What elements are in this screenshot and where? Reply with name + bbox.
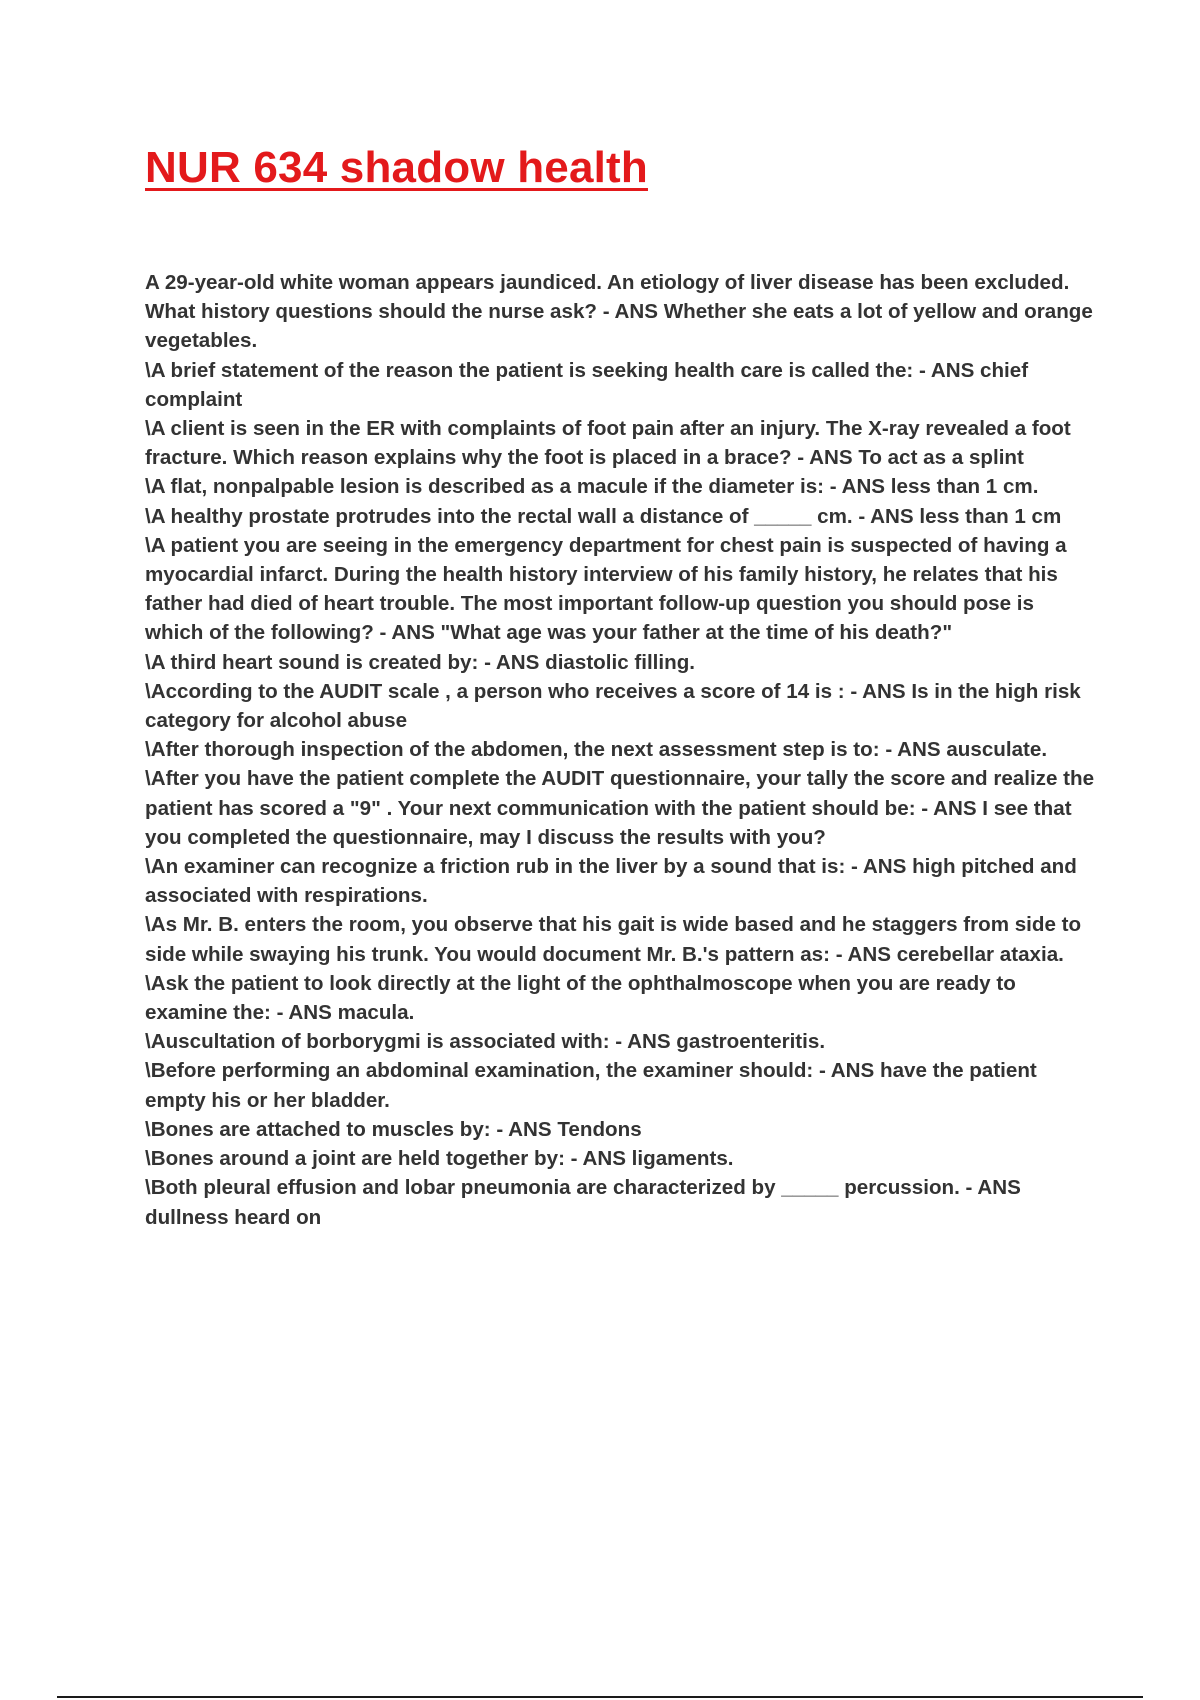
qa-item: \Before performing an abdominal examination, the examiner should: - ANS have the patient empty his or her bladder. (145, 1059, 1037, 1112)
document-title: NUR 634 shadow health (145, 143, 648, 192)
qa-item: \A healthy prostate protrudes into the rectal wall a distance of _____ cm. - ANS less than 1 cm (145, 504, 1062, 528)
page-bottom-rule (57, 1696, 1143, 1698)
qa-item: \A patient you are seeing in the emergency department for chest pain is suspected of having a myocardial infarct. During the health history interview of his family history, he relates that his father had died of heart trouble. The most important follow-up question you should pose is which of the following? - ANS "What age was your father at the time of his death?" (145, 533, 1067, 645)
qa-item: \According to the AUDIT scale , a person who receives a score of 14 is : - ANS Is in the high risk category for alcohol abuse (145, 679, 1081, 733)
qa-item: A 29-year-old white woman appears jaundiced. An etiology of liver disease has been excluded. What history questions should the nurse ask? - ANS Whether she eats a lot of yellow and orange vegetables. (145, 271, 1093, 353)
qa-item: \A flat, nonpalpable lesion is described as a macule if the diameter is: - ANS less than 1 cm. (145, 475, 1039, 499)
qa-item: \Ask the patient to look directly at the light of the ophthalmoscope when you are ready to examine the: - ANS macula. (145, 971, 1016, 1025)
qa-list (145, 268, 1095, 1232)
qa-item: \An examiner can recognize a friction rub in the liver by a sound that is: - ANS high pitched and associated with respirations. (145, 855, 1077, 908)
qa-item: \Auscultation of borborygmi is associated with: - ANS gastroenteritis. (145, 1030, 826, 1054)
qa-item: \Both pleural effusion and lobar pneumonia are characterized by _____ percussion. - ANS dullness heard on (145, 1176, 1021, 1229)
qa-item: \A brief statement of the reason the patient is seeking health care is called the: - ANS chief complaint (145, 358, 1029, 411)
qa-item: \After thorough inspection of the abdomen, the next assessment step is to: - ANS ausculate. (145, 738, 1048, 762)
qa-item: \Bones are attached to muscles by: - ANS Tendons (145, 1117, 642, 1141)
qa-item: \A third heart sound is created by: - ANS diastolic filling. (145, 650, 695, 674)
qa-item: \Bones around a joint are held together by: - ANS ligaments. (145, 1147, 734, 1171)
qa-item: \After you have the patient complete the AUDIT questionnaire, your tally the score and realize the patient has scored a "9" . Your next communication with the patient should be: - ANS I see that you completed the questionnaire, may I discuss the results with you? (145, 767, 1095, 849)
qa-item: \As Mr. B. enters the room, you observe that his gait is wide based and he staggers from side to side while swaying his trunk. You would document Mr. B.'s pattern as: - ANS cerebellar ataxia. (145, 913, 1082, 966)
qa-item: \A client is seen in the ER with complaints of foot pain after an injury. The X-ray revealed a foot fracture. Which reason explains why the foot is placed in a brace? - ANS To act as a splint (145, 417, 1071, 470)
